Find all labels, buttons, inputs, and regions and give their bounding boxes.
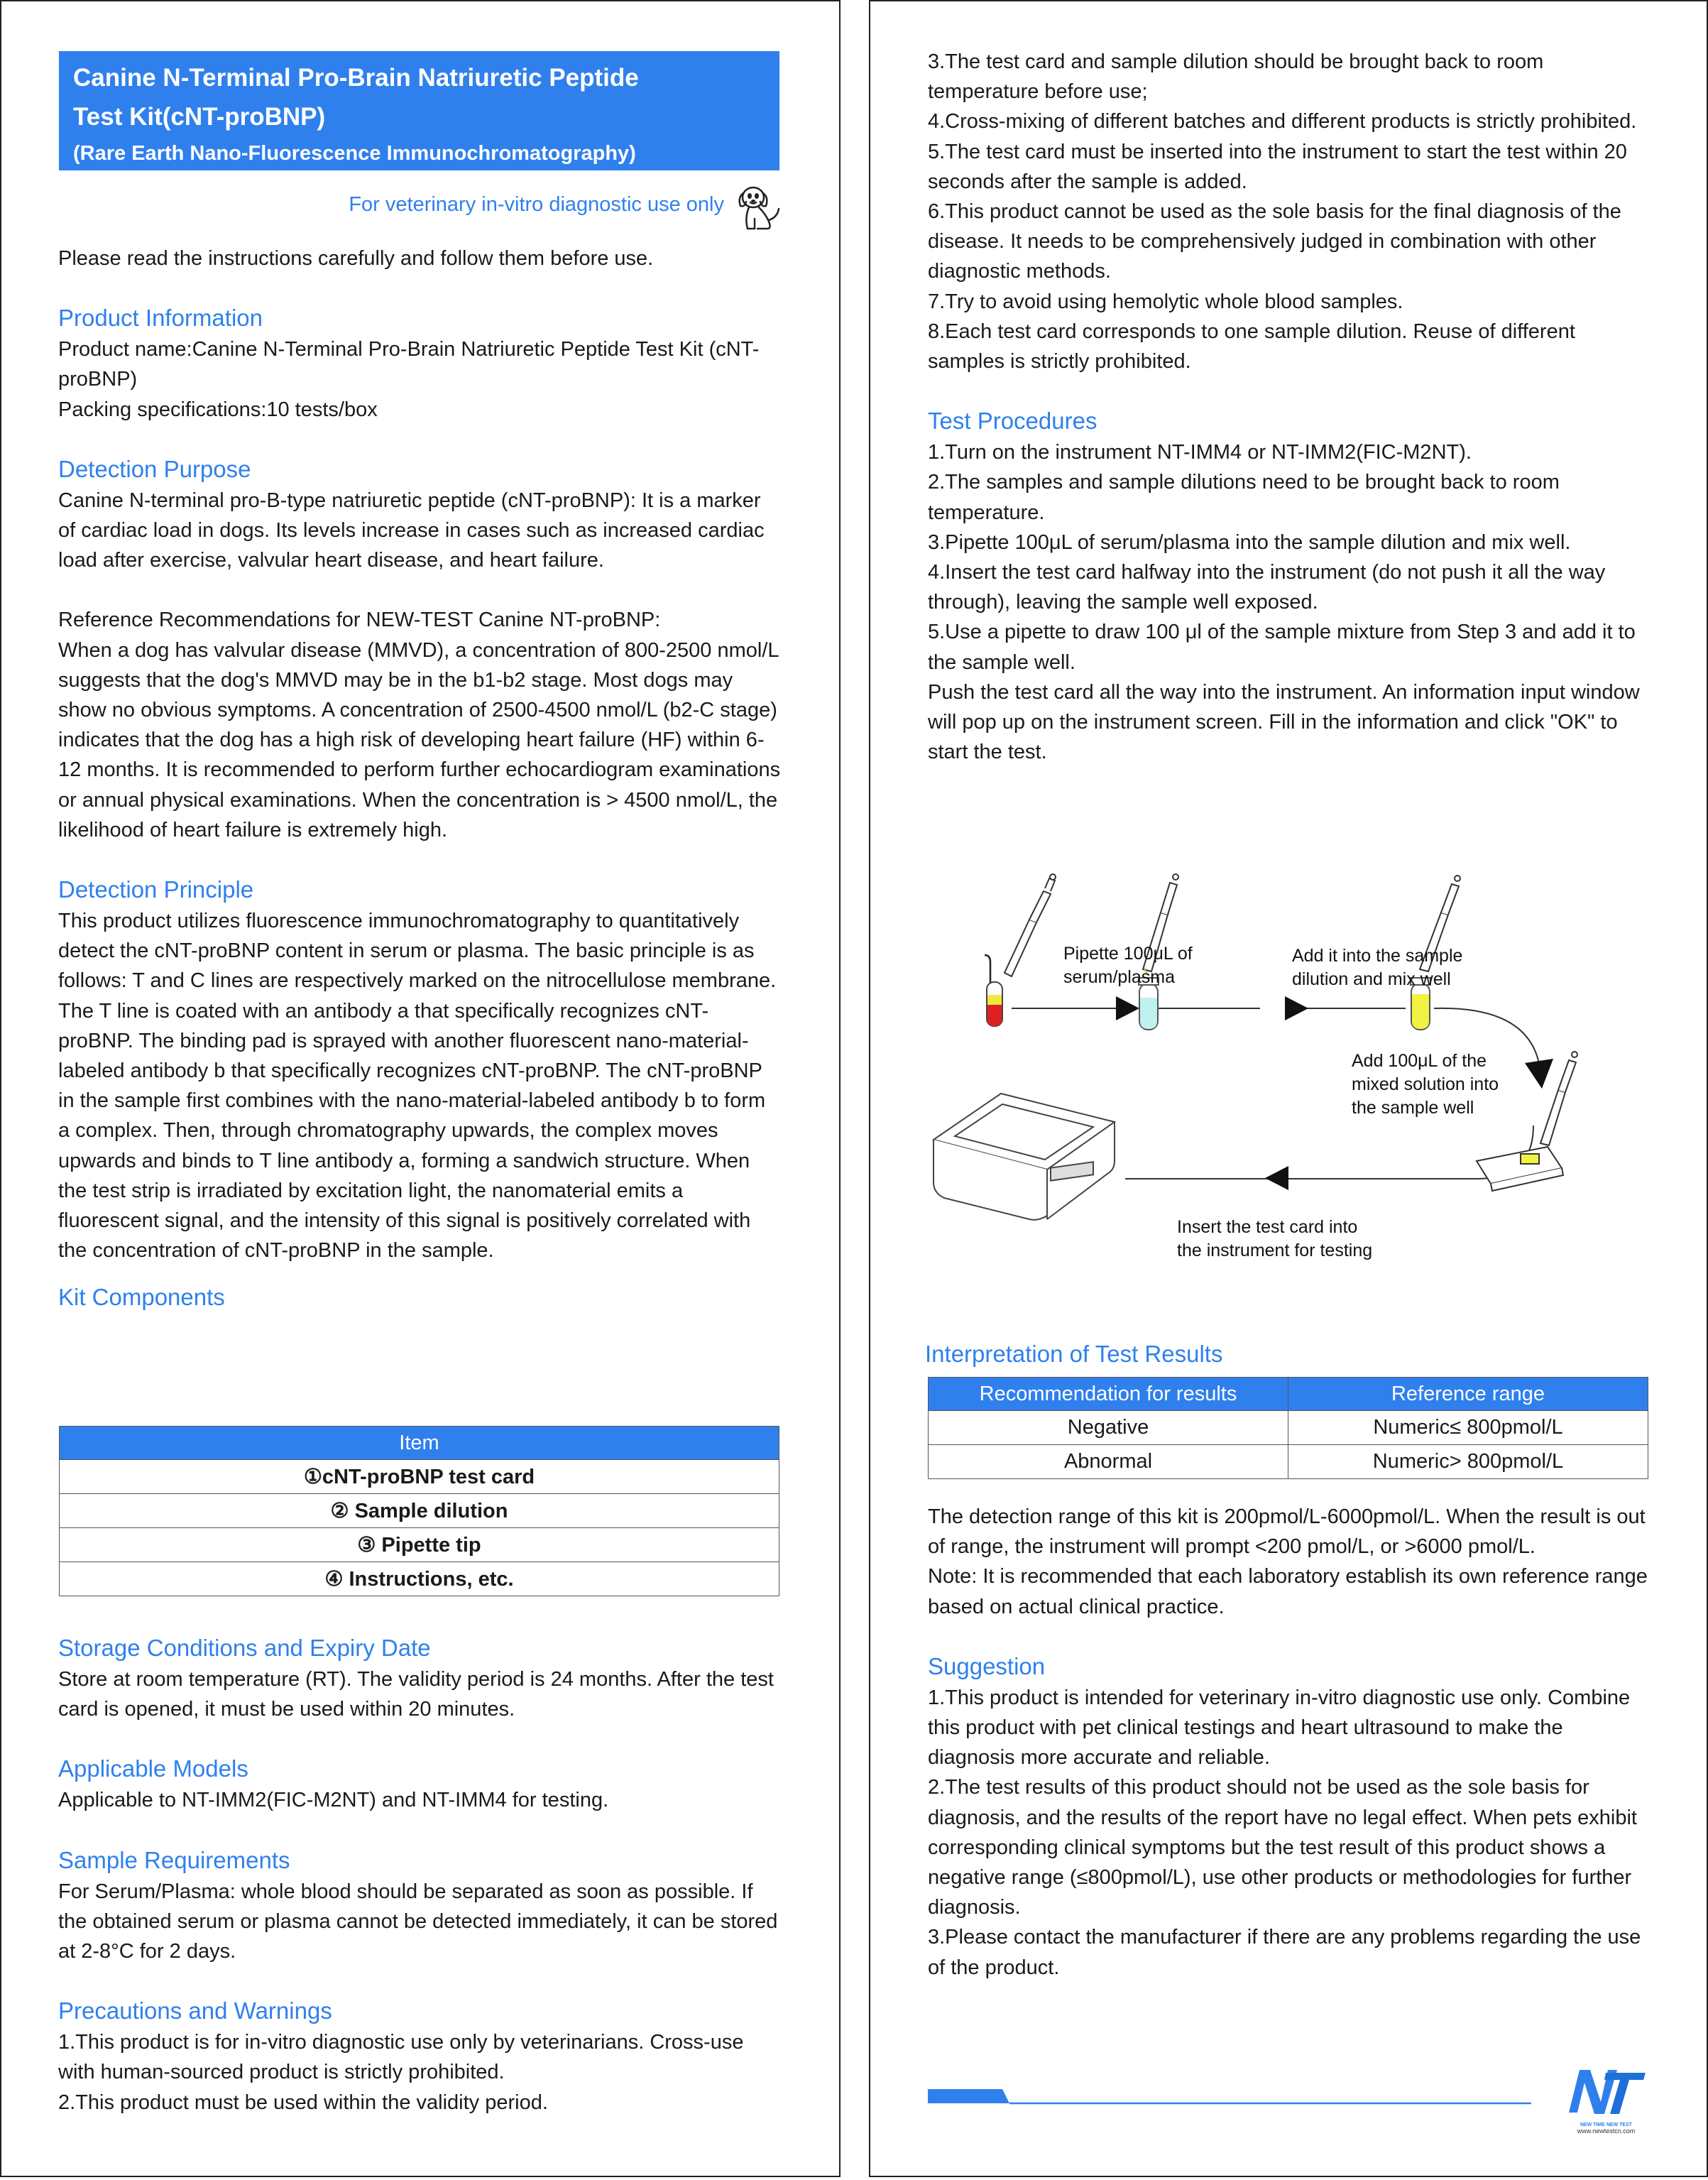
precautions-heading: Precautions and Warnings: [58, 1998, 332, 2024]
diagram-label-3c: the sample well: [1352, 1098, 1474, 1118]
storage-text: Store at room temperature (RT). The validity period is 24 months. After the test card is opened, it must be used within 20 minutes.: [58, 1668, 774, 1721]
precaution-item: 3.The test card and sample dilution should be brought back to room temperature before use;: [928, 50, 1544, 104]
kit-item: ①cNT-proBNP test card: [60, 1460, 779, 1494]
diagram-label-1b: serum/plasma: [1063, 967, 1175, 987]
procedure-diagram: [923, 863, 1654, 1275]
procedure-step: 2.The samples and sample dilutions need to be brought back to room temperature.: [928, 471, 1560, 524]
reference-recommendations-title: Reference Recommendations for NEW-TEST Canine NT-proBNP:: [58, 609, 661, 632]
procedure-step: Push the test card all the way into the instrument. An information input window will pop up on the instrument screen. Fill in the information and click "OK" to start the test.: [928, 680, 1640, 764]
nt-logo-icon: [1562, 2063, 1650, 2123]
precaution-item: 7.Try to avoid using hemolytic whole blood samples.: [928, 290, 1403, 313]
precaution-item: 1.This product is for in-vitro diagnostic use only by veterinarians. Cross-use with human-sourced product is strictly prohibited.: [58, 2031, 744, 2084]
range-cell: Numeric> 800pmol/L: [1288, 1445, 1648, 1479]
subtitle: (Rare Earth Nano-Fluorescence Immunochromatography): [73, 142, 636, 165]
kit-item: ② Sample dilution: [60, 1494, 779, 1528]
precaution-item: 5.The test card must be inserted into the instrument to start the test within 20 seconds after the sample is added.: [928, 140, 1627, 193]
diagram-label-2b: dilution and mix well: [1292, 969, 1451, 989]
interpretation-heading-wrap: [925, 1338, 1653, 1370]
procedure-step: 3.Pipette 100μL of serum/plasma into the sample dilution and mix well.: [928, 530, 1571, 554]
reference-note: Note: It is recommended that each laboratory establish its own reference range based on actual clinical practice.: [928, 1565, 1648, 1618]
intro-text: Please read the instructions carefully and follow them before use.: [58, 247, 654, 270]
procedure-step: 1.Turn on the instrument NT-IMM4 or NT-IMM2(FIC-M2NT).: [928, 441, 1472, 464]
title-line-2: Test Kit(cNT-proBNP): [73, 103, 326, 131]
diagram-label-4a: Insert the test card into: [1177, 1217, 1358, 1237]
models-heading: Applicable Models: [58, 1755, 248, 1782]
brand-logo: [1562, 2063, 1650, 2137]
procedures-heading: Test Procedures: [928, 408, 1097, 435]
pipette-1: [1004, 874, 1056, 976]
kit-item: ④ Instructions, etc.: [60, 1562, 779, 1596]
flow-arrow: [1285, 996, 1308, 1020]
precaution-item: 2.This product must be used within the validity period.: [58, 2091, 548, 2114]
sample-heading: Sample Requirements: [58, 1846, 290, 1873]
packing-spec: Packing specifications:10 tests/box: [58, 398, 378, 421]
kit-components-table: [59, 1426, 779, 1596]
table-row: [929, 1445, 1648, 1479]
results-col-header: Reference range: [1288, 1378, 1648, 1411]
interpretation-heading: Interpretation of Test Results: [925, 1341, 1223, 1367]
precaution-item: 4.Cross-mixing of different batches and different products is strictly prohibited.: [928, 110, 1637, 133]
diagram-label-1a: Pipette 100μL of: [1063, 944, 1193, 964]
detection-range-text: The detection range of this kit is 200pmol/L-6000pmol/L. When the result is out of range, the instrument will prompt <200 pmol/L, or >6000 pmol/L.: [928, 1505, 1646, 1559]
detection-principle-heading: Detection Principle: [58, 876, 254, 903]
dog-icon: [735, 183, 783, 236]
website-text: www.newtestcn.com: [1577, 2127, 1636, 2135]
reference-recommendations-text: When a dog has valvular disease (MMVD), a concentration of 800-2500 nmol/L suggests that the dog's MMVD may be in the b1-b2 stage. Most dogs may show no obvious symptoms. A concentration of 2500-4500 nmol/L (b2-C stage) indicates that the dog has a high risk of developing heart failure (HF) within 6-12 months. It is recommended to perform further echocardiogram examinations or annual physical examinations. When the concentration is > 4500 nmol/L, the likelihood of heart failure is extremely high.: [58, 638, 781, 841]
footer-accent-bar: [928, 2089, 1531, 2105]
diagram-label-4b: the instrument for testing: [1177, 1241, 1373, 1260]
table-row: [60, 1494, 779, 1528]
diagram-label-3b: mixed solution into: [1352, 1074, 1499, 1094]
detection-purpose-heading: Detection Purpose: [58, 455, 251, 482]
results-table: [928, 1377, 1648, 1479]
result-cell: Abnormal: [929, 1445, 1288, 1479]
kit-table-header: Item: [60, 1427, 779, 1460]
procedure-diagram-art: [923, 863, 1654, 1275]
left-column: [58, 244, 782, 1314]
detection-purpose-text: Canine N-terminal pro-B-type natriuretic peptide (cNT-proBNP): It is a marker of cardiac load in dogs. Its levels increase in cases such as increased cardiac load after exercise, valvular heart disease, and heart failure.: [58, 489, 765, 572]
suggestion-item: 2.The test results of this product should not be used as the sole basis for diagnosis, and the results of the report have no legal effect. When pets exhibit corresponding clinical symptoms but the test result of this product shows a negative range (≤800pmol/L), use other products or methodologies for further diagnosis.: [928, 1776, 1637, 1919]
suggestion-item: 3.Please contact the manufacturer if there are any problems regarding the use of the product.: [928, 1926, 1641, 1979]
procedure-step: 4.Insert the test card halfway into the instrument (do not push it all the way through), leaving the sample well exposed.: [928, 561, 1606, 614]
result-cell: Negative: [929, 1411, 1288, 1445]
range-cell: Numeric≤ 800pmol/L: [1288, 1411, 1648, 1445]
results-col-header: Recommendation for results: [929, 1378, 1288, 1411]
table-row: [60, 1460, 779, 1494]
left-column-lower: [58, 1632, 782, 2118]
logo-tagline: NEW TIME NEW TEST: [1580, 2122, 1633, 2127]
table-row: [60, 1528, 779, 1562]
blood-tube: [985, 955, 1002, 1026]
title-line-1: Canine N-Terminal Pro-Brain Natriuretic Peptide: [73, 64, 639, 92]
sample-text: For Serum/Plasma: whole blood should be separated as soon as possible. If the obtained serum or plasma cannot be detected immediately, it can be stored at 2-8°C for 2 days.: [58, 1880, 778, 1963]
suggestion-heading: Suggestion: [928, 1652, 1046, 1679]
right-column-lower: [928, 1502, 1655, 1983]
diagram-label-2a: Add it into the sample: [1292, 946, 1463, 966]
suggestion-item: 1.This product is intended for veterinary in-vitro diagnostic use only. Combine this product with pet clinical testings and heart ultrasound to make the diagnosis more accurate and reliable.: [928, 1686, 1631, 1770]
diagram-label-3a: Add 100μL of the: [1352, 1051, 1487, 1071]
models-text: Applicable to NT-IMM2(FIC-M2NT) and NT-IMM4 for testing.: [58, 1789, 609, 1812]
kit-components-heading: Kit Components: [58, 1284, 225, 1311]
product-info-heading: Product Information: [58, 305, 263, 332]
title-banner: [59, 51, 779, 170]
precaution-item: 8.Each test card corresponds to one sample dilution. Reuse of different samples is strictly prohibited.: [928, 320, 1575, 374]
table-row: [60, 1562, 779, 1596]
instrument-device: [934, 1094, 1115, 1220]
detection-principle-text: This product utilizes fluorescence immunochromatography to quantitatively detect the cNT-proBNP content in serum or plasma. The basic principle is as follows: T and C lines are respectively marked on the nitrocellulose membrane. The T line is coated with an antibody a that specifically recognizes cNT-proBNP. The binding pad is sprayed with another fluorescent nano-material-labeled antibody b that specifically recognizes cNT-proBNP. The cNT-proBNP in the sample first combines with the nano-material-labeled antibody b to form a complex. Then, through chromatography upwards, the complex moves upwards and binds to T line antibody a, forming a sandwich structure. When the test strip is irradiated by excitation light, the nanomaterial emits a fluorescent signal, and the intensity of this signal is positively correlated with the concentration of cNT-proBNP in the sample.: [58, 910, 777, 1263]
flow-arrow: [1525, 1059, 1553, 1089]
test-card: [1477, 1147, 1563, 1191]
product-name: Product name:Canine N-Terminal Pro-Brain Natriuretic Peptide Test Kit (cNT-proBNP): [58, 338, 760, 391]
vet-only-note: For veterinary in-vitro diagnostic use only: [349, 193, 724, 216]
flow-arrow: [1116, 996, 1139, 1020]
storage-heading: Storage Conditions and Expiry Date: [58, 1635, 431, 1661]
procedure-step: 5.Use a pipette to draw 100 μl of the sample mixture from Step 3 and add it to the sample well.: [928, 621, 1636, 674]
right-column: [928, 47, 1655, 767]
kit-item: ③ Pipette tip: [60, 1528, 779, 1562]
precaution-item: 6.This product cannot be used as the sole basis for the final diagnosis of the disease. It needs to be comprehensively judged in combination with other diagnostic methods.: [928, 200, 1621, 283]
table-row: [929, 1411, 1648, 1445]
flow-arrow: [1265, 1166, 1288, 1190]
